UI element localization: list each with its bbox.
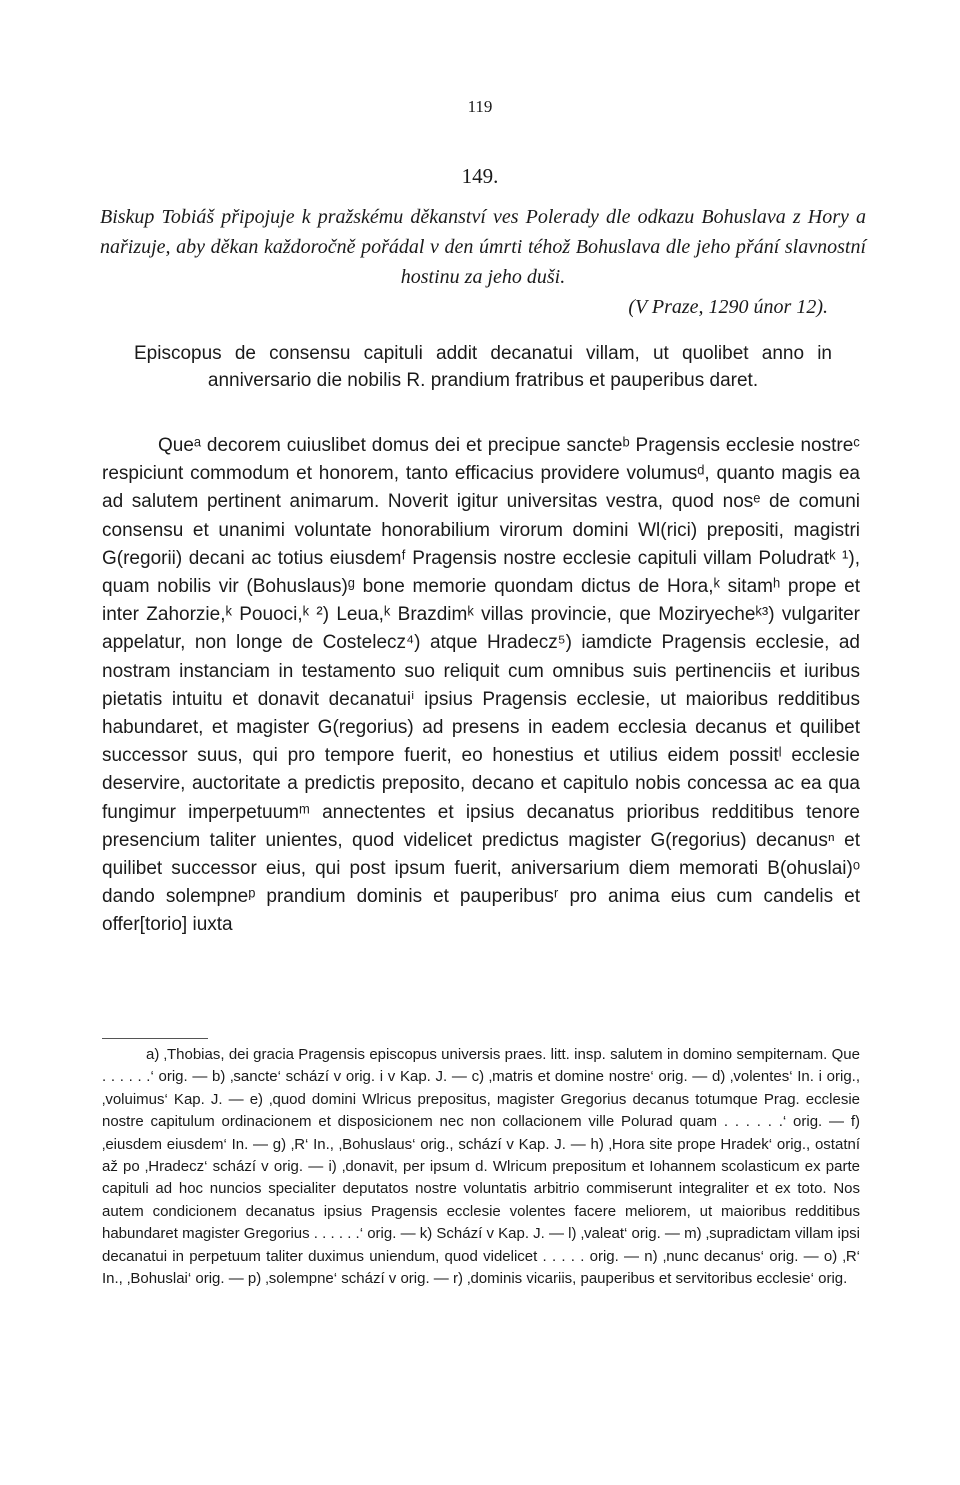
document-number: 149. (461, 164, 499, 188)
latin-summary: Episcopus de consensu capituli addit decanatui villam, ut quolibet anno in anniversario die nobilis R. prandium fratribus et pauperibus daret. (134, 343, 832, 391)
footnote-divider (102, 1038, 208, 1039)
footnotes: a) ‚Thobias, dei gracia Pragensis episcopus universis praes. litt. insp. salutem in domino sempiternam. Que . . . . . .‘ orig. — b) ‚sancte‘ schází v orig. i v Kap. J. — c) ‚matris et domine nostre‘ orig. — d) ‚volentes‘ In. i orig., ‚voluimus‘ Kap. J. — e) ‚quod domini Wlricus prepositus, magister Gregorius decanus totumque Prag. ecclesie nostre capitulum ordinacionem et disposicionem nec non collacionem ville Polurad quam . . . . . .‘ orig. — f) ‚eiusdem eiusdem‘ In. — g) ‚R‘ In., ‚Bohuslaus‘ orig., schází v Kap. J. — h) ‚Hora site prope Hradek‘ orig., ostatní až po ‚Hradecz‘ schází v orig. — i) ‚donavit, per ipsum d. Wlricum prepositum et Iohannem scolasticum ex parte capituli ad hoc nuncios specialiter deputatos nostre voluntatis arbitrio commiserunt integraliter et ex toto. Nos autem condicionem decanatus ipsius Pragensis ecclesie volentes facere meliorem, ut maioribus redditibus habundaret magister Gregorius . . . . . .‘ orig. — k) Schází v Kap. J. — l) ‚valeat‘ orig. — m) ‚supradictam villam ipsi decanatui in perpetuum taliter duximus uniendum, quod videlicet . . . . . orig. — n) ‚nunc decanus‘ orig. — o) ‚R‘ In., ‚Bohuslai‘ orig. — p) ‚solempne‘ schází v orig. — r) ‚dominis vicariis, pauperibus et servitoribus ecclesie‘ orig. (102, 1046, 860, 1288)
charter-text: Queᵃ decorem cuiuslibet domus dei et precipue sancteᵇ Pragensis ecclesie nostreᶜ respiciunt commodum et honorem, tanto efficacius providere volumusᵈ, quanto magis ea ad salutem pertinent animarum. Noverit igitur universitas vestra, quod nosᵉ de comuni consensu et unanimi voluntate honorabilium virorum domini Wl(rici) prepositi, magistri G(regorii) decani ac totius eiusdemᶠ Pragensis nostre ecclesie capituli villam Poludratᵏ ¹), quam nobilis vir (Bohuslaus)ᵍ bone memorie quondam dictus de Hora,ᵏ sitamʰ prope et inter Zahorzie,ᵏ Pouoci,ᵏ ²) Leua,ᵏ Brazdimᵏ villas provincie, que Moziryecheᵏ³) vulgariter appelatur, non longe de Costelecz⁴) atque Hradecz⁵) iamdicte Pragensis ecclesie, ad nostram instanciam in testamento suo reliquit cum omnibus suis pertinenciis et iuribus pietatis intuitu et donavit decanatuiⁱ ipsius Pragensis ecclesie, ut maioribus redditibus habundaret, et magister G(regorius) ad presens in eadem ecclesia decanus et quilibet successor suus, qui pro tempore fuerit, eo honestius et utilius eidem possitˡ ecclesie deservire, auctoritate a predictis preposito, decano et capitulo nobis concessa ac ea qua fungimur imperpetuumᵐ annectentes et ipsius decanatus prioribus redditibus tenore presencium taliter unientes, quod videlicet predictus magister G(regorius) decanusⁿ et quilibet successor eius, qui post ipsum fuerit, aniversarium diem memorati B(ohuslai)ᵒ dando solempneᵖ prandium dominis et pauperibusʳ pro anima eius cum candelis et offer[torio] iuxta (102, 435, 860, 936)
page-number: 119 (467, 97, 493, 116)
date-place: (V Praze, 1290 únor 12). (628, 296, 828, 318)
czech-regest: Biskup Tobiáš připojuje k pražskému děkanství ves Polerady dle odkazu Bohuslava z Hory a nařizuje, aby děkan každoročně pořádal v den úmrti téhož Bohuslava dle jeho přání slavnostní hostinu za jeho duši. (100, 206, 866, 288)
